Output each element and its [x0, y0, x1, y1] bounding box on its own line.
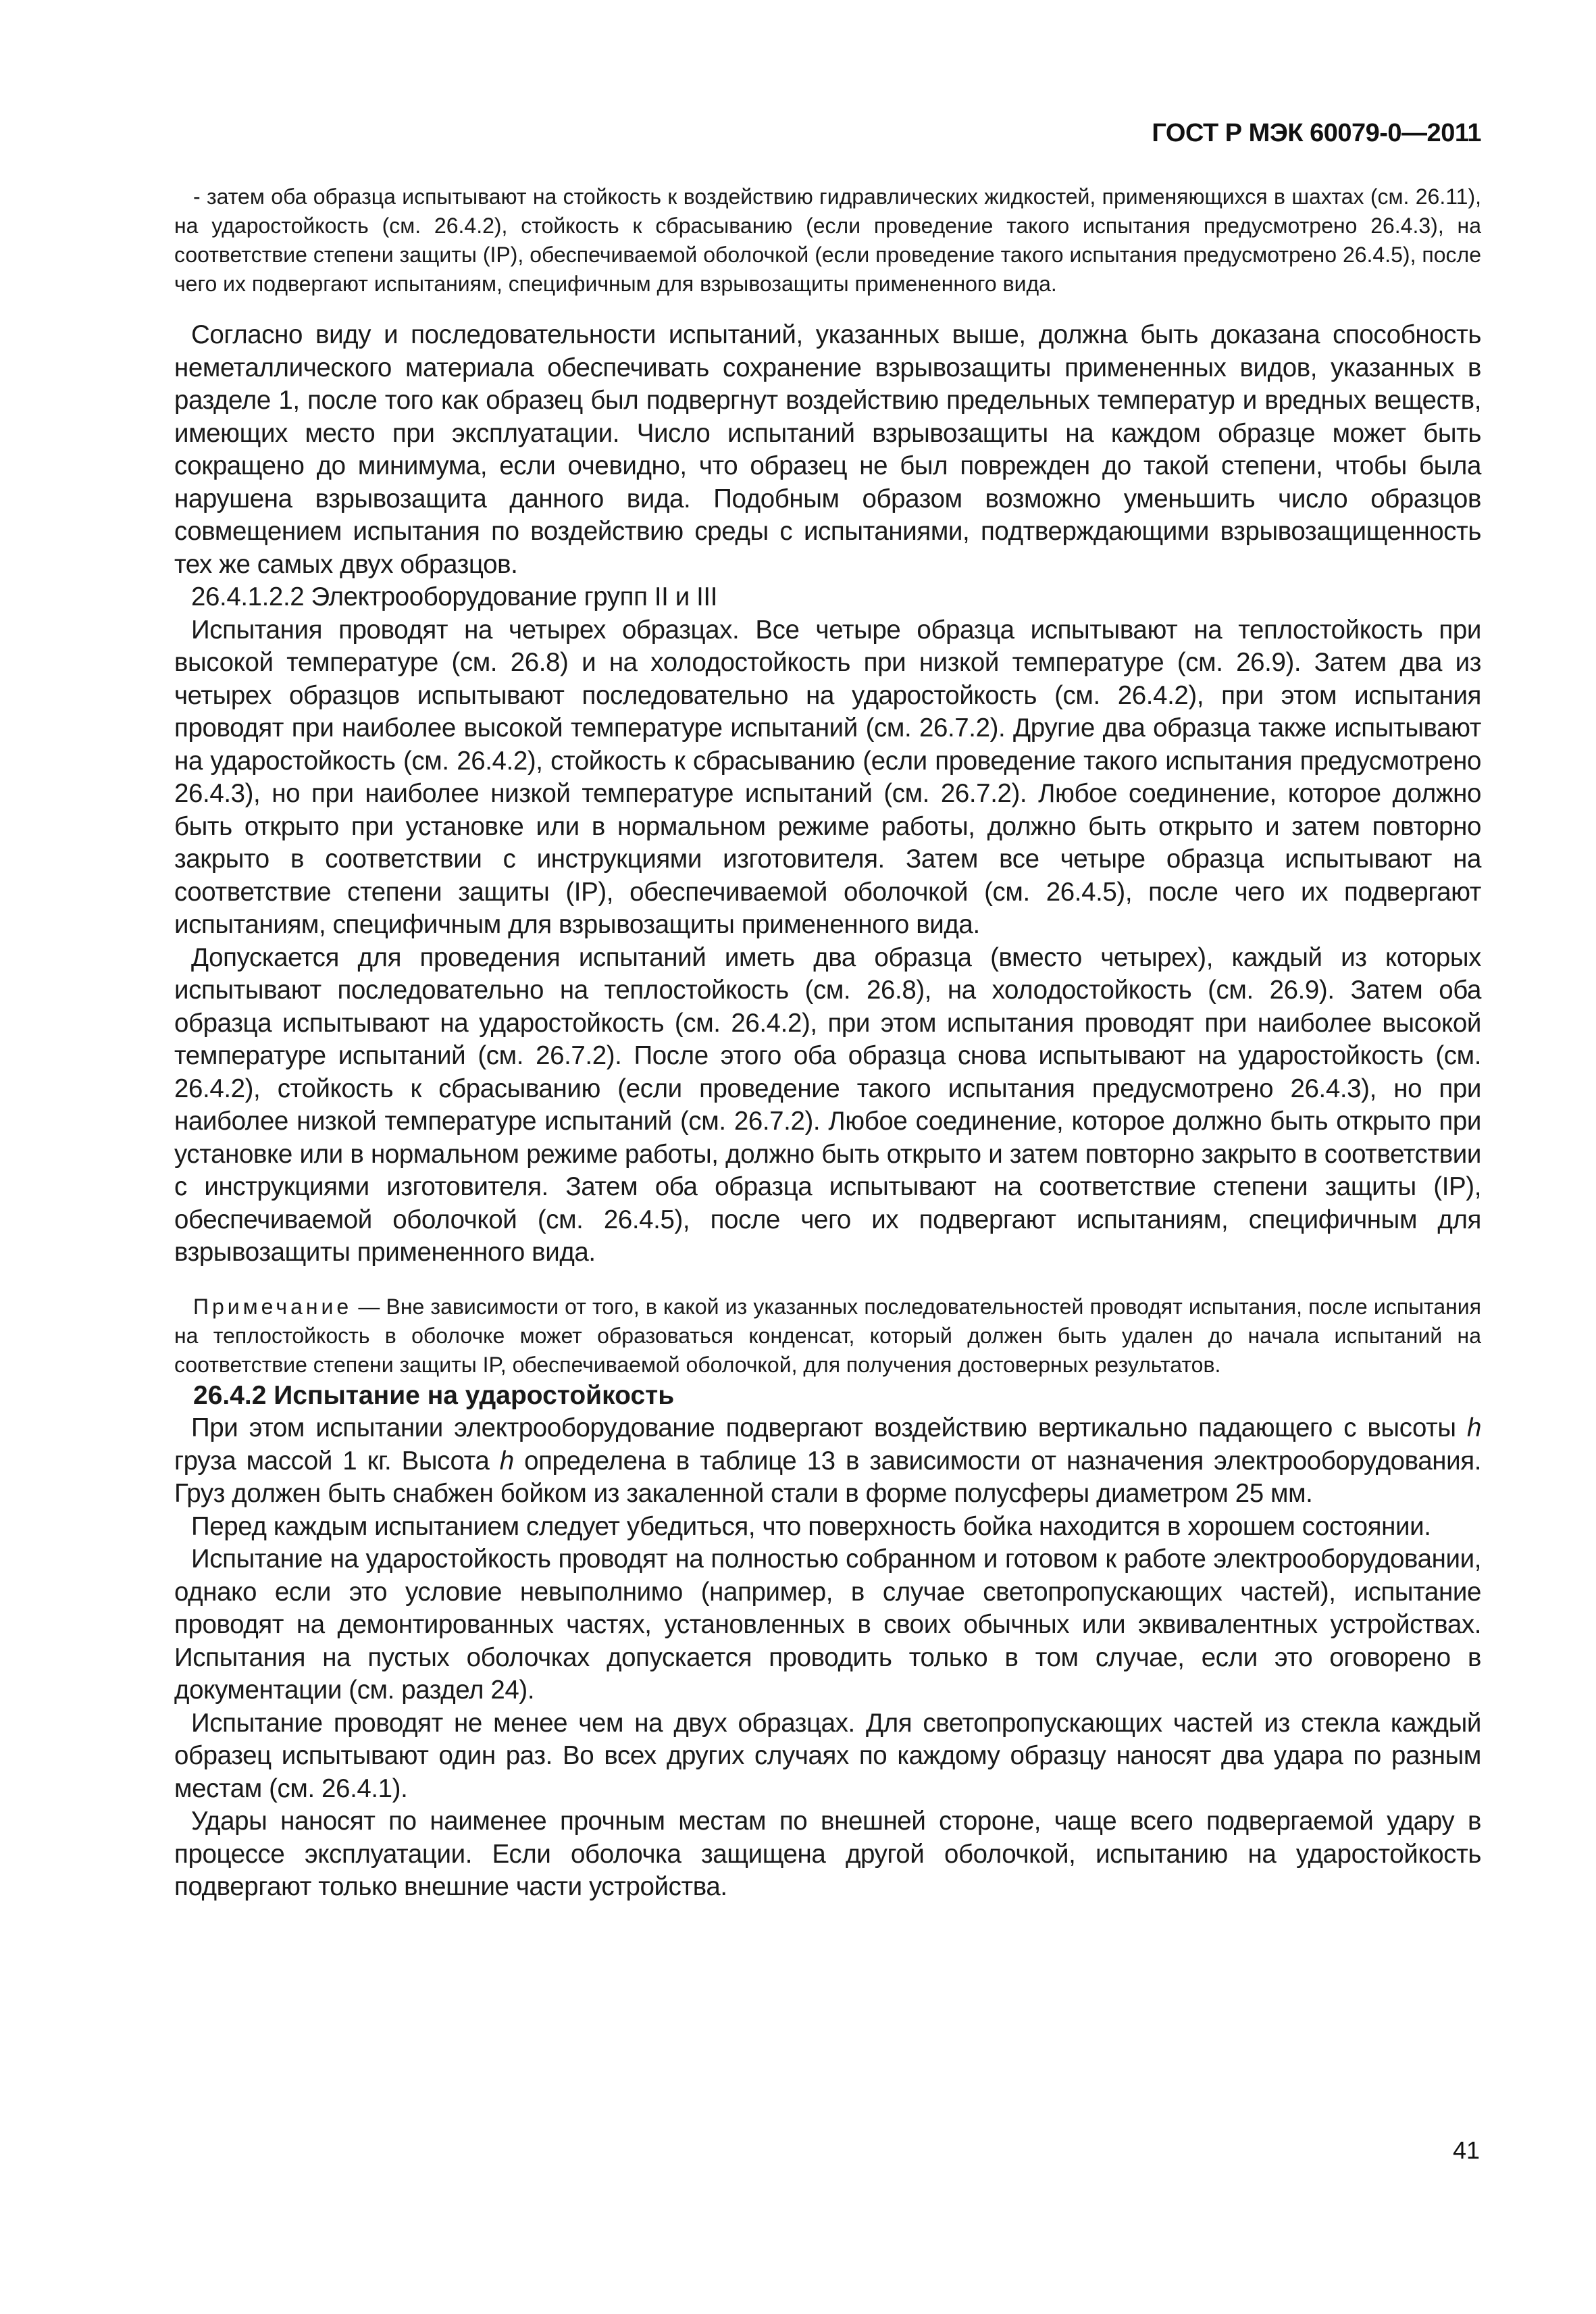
paragraph-test-conclusion: Согласно виду и последовательности испытаний, указанных выше, должна быть доказана способность неметаллического материала обеспечивать сохранение взрывозащиты примененных видов, указанных в разделе 1, после того как образец был подвергнут воздействию предельных температур и вредных веществ, имеющих место при эксплуатации. Число испытаний взрывозащиты на каждом образце может быть сокращено до минимума, если очевидно, что образец не был поврежден до такой степени, чтобы была нарушена взрывозащита данного вида. Подобным образом возможно уменьшить число образцов совмещением испытания по воздействию среды с испытаниями, подтверждающими взрывозащищенность тех же самых двух образцов. [174, 320, 1481, 579]
paragraph-four-samples: Испытания проводят на четырех образцах. Все четыре образца испытывают на теплостойкость при высокой температуре (см. 26.8) и на холодостойкость при низкой температуре (см. 26.9). Затем два из четырех образцов испытывают последовательно на ударостойкость (см. 26.4.2), при этом испытания проводят при наиболее высокой температуре испытаний (см. 26.7.2). Другие два образца также испытывают на ударостойкость (см. 26.4.2), стойкость к сбрасыванию (если проведение такого испытания предусмотрено 26.4.3), но при наиболее низкой температуре испытаний (см. 26.7.2). Любое соединение, которое должно быть открыто при установке или в нормальном режиме работы, должно быть открыто и затем повторно закрыто в соответствии с инструкциями изготовителя. Затем все четыре образца испытывают на соответствие степени защиты (IP), обеспечиваемой оболочкой (см. 26.4.5), после чего их подвергают испытаниям, специфичным для взрывозащиты примененного вида. [174, 615, 1481, 939]
page-content [174, 182, 1481, 1904]
paragraph-striker-check: Перед каждым испытанием следует убедиться, что поверхность бойка находится в хорошем состоянии. [191, 1511, 1431, 1541]
paragraph-impact-locations: Удары наносят по наименее прочным местам по внешней стороне, чаще всего подвергаемой удару в процессе эксплуатации. Если оболочка защищена другой оболочкой, испытанию на ударостойкость подвергают только внешние части устройства. [174, 1807, 1481, 1901]
note-label: Примечание [193, 1294, 353, 1319]
clause-heading-groups-ii-iii: 26.4.1.2.2 Электрооборудование групп II и III [191, 582, 718, 611]
page-number: 41 [1452, 2136, 1480, 2164]
variable-h: h [1466, 1413, 1481, 1442]
section-heading: 26.4.2 Испытание на ударостойкость [193, 1380, 675, 1410]
note-text: — Вне зависимости от того, в какой из указанных последовательностей проводят испытания, после испытания на теплостойкость в оболочке может образоваться конденсат, который должен быть удален до начала испытаний на соответствие степени защиты IP, обеспечиваемой оболочкой, для получения достоверных результатов. [174, 1294, 1481, 1377]
paragraph-test-sequence-item: - затем оба образца испытывают на стойкость к воздействию гидравлических жидкостей, применяющихся в шахтах (см. 26.11), на ударостойкость (см. 26.4.2), стойкость к сбрасыванию (если проведение такого испытания предусмотрено 26.4.3), на соответствие степени защиты (IP), обеспечиваемой оболочкой (если проведение такого испытания предусмотрено 26.4.5), после чего их подвергают испытаниям, специфичным для взрывозащиты примененного вида. [174, 184, 1481, 296]
note [174, 1292, 1481, 1380]
text-run: определена в таблице 13 в зависимости от назначения электрооборудования. Груз должен быть снабжен бойком из закаленной стали в форме полусферы диаметром 25 мм. [174, 1446, 1481, 1508]
text-run: При этом испытании электрооборудование подвергают воздействию вертикально падающего с высоты [191, 1413, 1467, 1442]
paragraph-impact-test [174, 1412, 1481, 1511]
paragraph-assembled-equipment: Испытание на ударостойкость проводят на полностью собранном и готовом к работе электрооборудовании, однако если это условие невыполнимо (например, в случае светопропускающих частей), испытание проводят на демонтированных частях, установленных в своих обычных или эквивалентных устройствах. Испытания на пустых оболочках допускается проводить только в том случае, если это оговорено в документации (см. раздел 24). [174, 1544, 1481, 1705]
variable-h: h [499, 1446, 514, 1476]
paragraph-sample-count: Испытание проводят не менее чем на двух образцах. Для светопропускающих частей из стекла каждый образец испытывают один раз. Во всех других случаях по каждому образцу наносят два удара по разным местам (см. 26.4.1). [174, 1708, 1481, 1803]
text-run: груза массой 1 кг. Высота [174, 1446, 500, 1476]
paragraph-two-samples: Допускается для проведения испытаний иметь два образца (вместо четырех), каждый из которых испытывают последовательно на теплостойкость (см. 26.8), на холодостойкость (см. 26.9). Затем оба образца испытывают на ударостойкость (см. 26.4.2), при этом испытания проводят при наиболее высокой температуре испытаний (см. 26.7.2). После этого оба образца снова испытывают на ударостойкость (см. 26.4.2), стойкость к сбрасыванию (если проведение такого испытания предусмотрено 26.4.3), но при наиболее низкой температуре испытаний (см. 26.7.2). Любое соединение, которое должно быть открыто при установке или в нормальном режиме работы, должно быть открыто и затем повторно закрыто в соответствии с инструкциями изготовителя. Затем оба образца испытывают на соответствие степени защиты (IP), обеспечиваемой оболочкой (см. 26.4.5), после чего их подвергают испытаниям, специфичным для взрывозащиты примененного вида. [174, 942, 1481, 1267]
document-header: ГОСТ Р МЭК 60079-0—2011 [1152, 119, 1481, 147]
